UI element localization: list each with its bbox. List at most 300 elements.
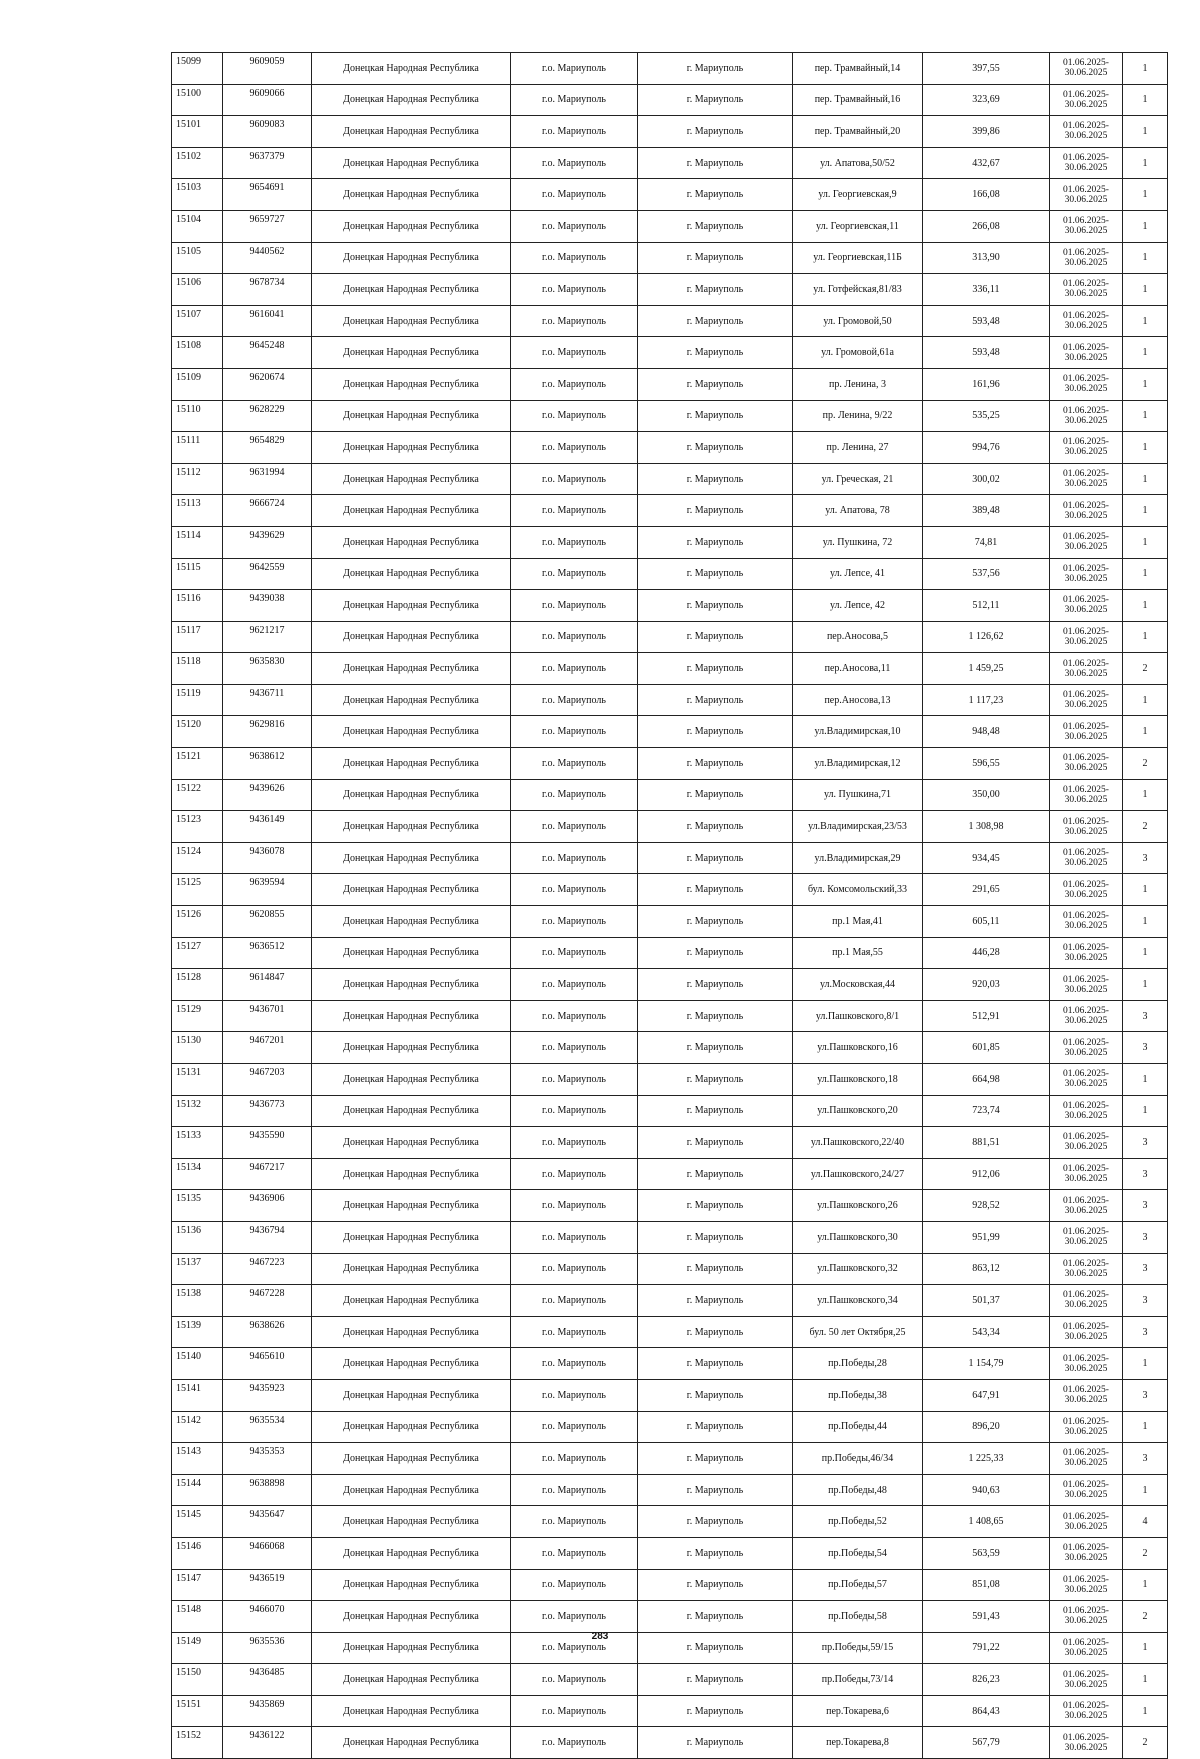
period-to: 30.06.2025 (1064, 1742, 1108, 1753)
region-cell: Донецкая Народная Республика (312, 53, 511, 85)
region-cell: Донецкая Народная Республика (312, 1569, 511, 1601)
period-cell (1050, 748, 1123, 780)
period-to: 30.06.2025 (1064, 1584, 1108, 1595)
region-cell: Донецкая Народная Республика (312, 1316, 511, 1348)
area-cell: 601,85 (923, 1032, 1050, 1064)
period-to: 30.06.2025 (1064, 921, 1108, 932)
period-to: 30.06.2025 (1064, 1142, 1108, 1153)
object-code-cell: 9435353 (223, 1443, 312, 1475)
row-number-cell: 15108 (172, 337, 223, 369)
area-cell: 940,63 (923, 1474, 1050, 1506)
period-to: 30.06.2025 (1064, 605, 1108, 616)
municipal-district-cell: г.о. Мариуполь (511, 590, 638, 622)
address-cell: ул.Пашковского,24/27 (793, 1158, 923, 1190)
table-row (172, 811, 1168, 843)
region-cell: Донецкая Народная Республика (312, 495, 511, 527)
municipal-district-cell: г.о. Мариуполь (511, 684, 638, 716)
period-to: 30.06.2025 (1064, 131, 1108, 142)
count-cell: 1 (1123, 937, 1168, 969)
area-cell: 563,59 (923, 1537, 1050, 1569)
table-row (172, 116, 1168, 148)
period-from: 01.06.2025- (1063, 1353, 1109, 1364)
city-cell: г. Мариуполь (638, 842, 793, 874)
address-cell: ул.Владимирская,29 (793, 842, 923, 874)
city-cell: г. Мариуполь (638, 1632, 793, 1664)
area-cell: 863,12 (923, 1253, 1050, 1285)
count-cell: 1 (1123, 558, 1168, 590)
registry-table-container (171, 52, 1148, 1759)
period-from: 01.06.2025- (1063, 784, 1109, 795)
area-cell: 826,23 (923, 1664, 1050, 1696)
period-cell (1050, 368, 1123, 400)
address-cell: ул. Георгиевская,11Б (793, 242, 923, 274)
period-cell (1050, 463, 1123, 495)
period-cell (1050, 1032, 1123, 1064)
municipal-district-cell: г.о. Мариуполь (511, 937, 638, 969)
count-cell: 1 (1123, 116, 1168, 148)
city-cell: г. Мариуполь (638, 653, 793, 685)
row-number-cell: 15151 (172, 1695, 223, 1727)
table-row (172, 716, 1168, 748)
region-cell: Донецкая Народная Республика (312, 748, 511, 780)
period-to: 30.06.2025 (1064, 1300, 1108, 1311)
count-cell: 1 (1123, 210, 1168, 242)
row-number-cell: 15114 (172, 526, 223, 558)
table-row (172, 274, 1168, 306)
table-row (172, 937, 1168, 969)
period-from: 01.06.2025- (1063, 279, 1109, 290)
region-cell: Донецкая Народная Республика (312, 590, 511, 622)
municipal-district-cell: г.о. Мариуполь (511, 53, 638, 85)
period-cell (1050, 684, 1123, 716)
table-row (172, 368, 1168, 400)
count-cell: 1 (1123, 1411, 1168, 1443)
period-to: 30.06.2025 (1064, 1711, 1108, 1722)
region-cell: Донецкая Народная Республика (312, 653, 511, 685)
municipal-district-cell: г.о. Мариуполь (511, 368, 638, 400)
object-code-cell: 9439629 (223, 526, 312, 558)
region-cell: Донецкая Народная Республика (312, 1695, 511, 1727)
table-row (172, 463, 1168, 495)
municipal-district-cell: г.о. Мариуполь (511, 1032, 638, 1064)
city-cell: г. Мариуполь (638, 1411, 793, 1443)
row-number-cell: 15146 (172, 1537, 223, 1569)
object-code-cell: 9635534 (223, 1411, 312, 1443)
object-code-cell: 9467201 (223, 1032, 312, 1064)
object-code-cell: 9638898 (223, 1474, 312, 1506)
count-cell: 1 (1123, 1064, 1168, 1096)
count-cell: 2 (1123, 811, 1168, 843)
period-from: 01.06.2025- (1063, 89, 1109, 100)
city-cell: г. Мариуполь (638, 1474, 793, 1506)
municipal-district-cell: г.о. Мариуполь (511, 874, 638, 906)
period-cell (1050, 621, 1123, 653)
period-to: 30.06.2025 (1064, 1490, 1108, 1501)
count-cell: 1 (1123, 179, 1168, 211)
table-row (172, 1695, 1168, 1727)
period-to: 30.06.2025 (1064, 1205, 1108, 1216)
row-number-cell: 15112 (172, 463, 223, 495)
municipal-district-cell: г.о. Мариуполь (511, 274, 638, 306)
municipal-district-cell: г.о. Мариуполь (511, 1064, 638, 1096)
area-cell: 1 154,79 (923, 1348, 1050, 1380)
period-to: 30.06.2025 (1064, 415, 1108, 426)
city-cell: г. Мариуполь (638, 874, 793, 906)
count-cell: 1 (1123, 84, 1168, 116)
city-cell: г. Мариуполь (638, 1285, 793, 1317)
address-cell: ул. Громовой,50 (793, 305, 923, 337)
region-cell: Донецкая Народная Республика (312, 305, 511, 337)
table-row (172, 526, 1168, 558)
object-code-cell: 9631994 (223, 463, 312, 495)
table-row (172, 842, 1168, 874)
count-cell: 3 (1123, 1316, 1168, 1348)
period-cell (1050, 1316, 1123, 1348)
period-from: 01.06.2025- (1063, 405, 1109, 416)
address-cell: пр. Ленина, 27 (793, 432, 923, 464)
row-number-cell: 15142 (172, 1411, 223, 1443)
address-cell: ул.Владимирская,10 (793, 716, 923, 748)
region-cell: Донецкая Народная Республика (312, 1032, 511, 1064)
city-cell: г. Мариуполь (638, 305, 793, 337)
city-cell: г. Мариуполь (638, 1379, 793, 1411)
row-number-cell: 15125 (172, 874, 223, 906)
period-from: 01.06.2025- (1063, 1701, 1109, 1712)
city-cell: г. Мариуполь (638, 432, 793, 464)
table-row (172, 1601, 1168, 1633)
area-cell: 994,76 (923, 432, 1050, 464)
city-cell: г. Мариуполь (638, 1727, 793, 1759)
count-cell: 1 (1123, 1569, 1168, 1601)
period-cell (1050, 1158, 1123, 1190)
city-cell: г. Мариуполь (638, 1601, 793, 1633)
table-row (172, 495, 1168, 527)
period-to: 30.06.2025 (1064, 1395, 1108, 1406)
period-cell (1050, 937, 1123, 969)
object-code-cell: 9436149 (223, 811, 312, 843)
period-from: 01.06.2025- (1063, 1258, 1109, 1269)
count-cell: 1 (1123, 242, 1168, 274)
municipal-district-cell: г.о. Мариуполь (511, 1664, 638, 1696)
object-code-cell: 9436794 (223, 1221, 312, 1253)
period-to: 30.06.2025 (1064, 352, 1108, 363)
count-cell: 3 (1123, 1158, 1168, 1190)
table-row (172, 969, 1168, 1001)
object-code-cell: 9628229 (223, 400, 312, 432)
city-cell: г. Мариуполь (638, 116, 793, 148)
area-cell: 432,67 (923, 147, 1050, 179)
period-from: 01.06.2025- (1063, 1543, 1109, 1554)
count-cell: 1 (1123, 969, 1168, 1001)
period-to: 30.06.2025 (1064, 68, 1108, 79)
period-to: 30.06.2025 (1064, 1363, 1108, 1374)
address-cell: пер.Аносова,11 (793, 653, 923, 685)
row-number-cell: 15132 (172, 1095, 223, 1127)
table-row (172, 210, 1168, 242)
municipal-district-cell: г.о. Мариуполь (511, 84, 638, 116)
city-cell: г. Мариуполь (638, 53, 793, 85)
count-cell: 1 (1123, 621, 1168, 653)
city-cell: г. Мариуполь (638, 748, 793, 780)
row-number-cell: 15148 (172, 1601, 223, 1633)
row-number-cell: 15145 (172, 1506, 223, 1538)
region-cell: Донецкая Народная Республика (312, 179, 511, 211)
row-number-cell: 15150 (172, 1664, 223, 1696)
table-row (172, 400, 1168, 432)
object-code-cell: 9435590 (223, 1127, 312, 1159)
area-cell: 928,52 (923, 1190, 1050, 1222)
period-from: 01.06.2025- (1063, 816, 1109, 827)
area-cell: 591,43 (923, 1601, 1050, 1633)
region-cell: Донецкая Народная Республика (312, 1506, 511, 1538)
object-code-cell: 9435923 (223, 1379, 312, 1411)
address-cell: бул. Комсомольский,33 (793, 874, 923, 906)
period-from: 01.06.2025- (1063, 879, 1109, 890)
region-cell: Донецкая Народная Республика (312, 811, 511, 843)
region-cell: Донецкая Народная Республика (312, 463, 511, 495)
period-to: 30.06.2025 (1064, 1016, 1108, 1027)
row-number-cell: 15101 (172, 116, 223, 148)
object-code-cell: 9614847 (223, 969, 312, 1001)
object-code-cell: 9435869 (223, 1695, 312, 1727)
area-cell: 501,37 (923, 1285, 1050, 1317)
period-cell (1050, 1190, 1123, 1222)
period-to: 30.06.2025 (1064, 447, 1108, 458)
period-cell (1050, 495, 1123, 527)
city-cell: г. Мариуполь (638, 590, 793, 622)
region-cell: Донецкая Народная Республика (312, 842, 511, 874)
period-from: 01.06.2025- (1063, 1480, 1109, 1491)
period-cell (1050, 147, 1123, 179)
municipal-district-cell: г.о. Мариуполь (511, 716, 638, 748)
region-cell: Донецкая Народная Республика (312, 1537, 511, 1569)
count-cell: 1 (1123, 906, 1168, 938)
count-cell: 3 (1123, 1221, 1168, 1253)
municipal-district-cell: г.о. Мариуполь (511, 1348, 638, 1380)
object-code-cell: 9436485 (223, 1664, 312, 1696)
period-from: 01.06.2025- (1063, 1385, 1109, 1396)
period-to: 30.06.2025 (1064, 668, 1108, 679)
period-from: 01.06.2025- (1063, 911, 1109, 922)
period-to: 30.06.2025 (1064, 1458, 1108, 1469)
period-from: 01.06.2025- (1063, 469, 1109, 480)
period-from: 01.06.2025- (1063, 1669, 1109, 1680)
period-from: 01.06.2025- (1063, 1511, 1109, 1522)
period-cell (1050, 1664, 1123, 1696)
object-code-cell: 9637379 (223, 147, 312, 179)
count-cell: 1 (1123, 1695, 1168, 1727)
row-number-cell: 15149 (172, 1632, 223, 1664)
row-number-cell: 15141 (172, 1379, 223, 1411)
region-cell: Донецкая Народная Республика (312, 116, 511, 148)
count-cell: 2 (1123, 748, 1168, 780)
object-code-cell: 9436519 (223, 1569, 312, 1601)
period-to: 30.06.2025 (1064, 952, 1108, 963)
city-cell: г. Мариуполь (638, 179, 793, 211)
period-from: 01.06.2025- (1063, 1227, 1109, 1238)
period-from: 01.06.2025- (1063, 721, 1109, 732)
table-row (172, 1569, 1168, 1601)
count-cell: 3 (1123, 1443, 1168, 1475)
period-from: 01.06.2025- (1063, 342, 1109, 353)
address-cell: ул.Пашковского,26 (793, 1190, 923, 1222)
object-code-cell: 9440562 (223, 242, 312, 274)
row-number-cell: 15124 (172, 842, 223, 874)
period-from: 01.06.2025- (1063, 1606, 1109, 1617)
registry-table (171, 52, 1168, 1759)
count-cell: 1 (1123, 1664, 1168, 1696)
object-code-cell: 9467223 (223, 1253, 312, 1285)
city-cell: г. Мариуполь (638, 1695, 793, 1727)
count-cell: 1 (1123, 1348, 1168, 1380)
period-to: 30.06.2025 (1064, 1616, 1108, 1627)
count-cell: 1 (1123, 1474, 1168, 1506)
city-cell: г. Мариуполь (638, 1569, 793, 1601)
period-to: 30.06.2025 (1064, 542, 1108, 553)
table-row (172, 558, 1168, 590)
region-cell: Донецкая Народная Республика (312, 242, 511, 274)
period-cell (1050, 1253, 1123, 1285)
region-cell: Донецкая Народная Республика (312, 400, 511, 432)
row-number-cell: 15123 (172, 811, 223, 843)
region-cell: Донецкая Народная Республика (312, 1285, 511, 1317)
period-cell (1050, 432, 1123, 464)
count-cell: 3 (1123, 1032, 1168, 1064)
address-cell: пр.Победы,58 (793, 1601, 923, 1633)
area-cell: 567,79 (923, 1727, 1050, 1759)
municipal-district-cell: г.о. Мариуполь (511, 463, 638, 495)
period-cell (1050, 1000, 1123, 1032)
city-cell: г. Мариуполь (638, 1095, 793, 1127)
city-cell: г. Мариуполь (638, 906, 793, 938)
table-row (172, 1506, 1168, 1538)
municipal-district-cell: г.о. Мариуполь (511, 1379, 638, 1411)
address-cell: пр.Победы,73/14 (793, 1664, 923, 1696)
period-from: 01.06.2025- (1063, 753, 1109, 764)
row-number-cell: 15117 (172, 621, 223, 653)
address-cell: ул. Готфейская,81/83 (793, 274, 923, 306)
table-body (172, 53, 1168, 1759)
table-row (172, 1032, 1168, 1064)
count-cell: 3 (1123, 1253, 1168, 1285)
municipal-district-cell: г.о. Мариуполь (511, 1474, 638, 1506)
period-cell (1050, 400, 1123, 432)
period-from: 01.06.2025- (1063, 153, 1109, 164)
municipal-district-cell: г.о. Мариуполь (511, 1316, 638, 1348)
row-number-cell: 15144 (172, 1474, 223, 1506)
row-number-cell: 15113 (172, 495, 223, 527)
city-cell: г. Мариуполь (638, 1348, 793, 1380)
row-number-cell: 15100 (172, 84, 223, 116)
period-cell (1050, 779, 1123, 811)
table-row (172, 242, 1168, 274)
address-cell: пр.1 Мая,41 (793, 906, 923, 938)
row-number-cell: 15104 (172, 210, 223, 242)
row-number-cell: 15111 (172, 432, 223, 464)
area-cell: 912,06 (923, 1158, 1050, 1190)
period-from: 01.06.2025- (1063, 1100, 1109, 1111)
period-to: 30.06.2025 (1064, 321, 1108, 332)
object-code-cell: 9467217 (223, 1158, 312, 1190)
period-from: 01.06.2025- (1063, 563, 1109, 574)
period-from: 01.06.2025- (1063, 1637, 1109, 1648)
object-code-cell: 9616041 (223, 305, 312, 337)
address-cell: ул.Владимирская,12 (793, 748, 923, 780)
area-cell: 948,48 (923, 716, 1050, 748)
table-row (172, 1158, 1168, 1190)
area-cell: 266,08 (923, 210, 1050, 242)
period-cell (1050, 1474, 1123, 1506)
count-cell: 3 (1123, 1285, 1168, 1317)
row-number-cell: 15136 (172, 1221, 223, 1253)
address-cell: ул. Апатова, 78 (793, 495, 923, 527)
period-from: 01.06.2025- (1063, 1006, 1109, 1017)
city-cell: г. Мариуполь (638, 400, 793, 432)
period-cell (1050, 305, 1123, 337)
period-cell (1050, 874, 1123, 906)
city-cell: г. Мариуполь (638, 1064, 793, 1096)
period-cell (1050, 1064, 1123, 1096)
region-cell: Донецкая Народная Республика (312, 1253, 511, 1285)
area-cell: 512,11 (923, 590, 1050, 622)
city-cell: г. Мариуполь (638, 1253, 793, 1285)
city-cell: г. Мариуполь (638, 969, 793, 1001)
period-to: 30.06.2025 (1064, 1174, 1108, 1185)
object-code-cell: 9635830 (223, 653, 312, 685)
period-to: 30.06.2025 (1064, 794, 1108, 805)
period-from: 01.06.2025- (1063, 311, 1109, 322)
period-cell (1050, 653, 1123, 685)
table-row (172, 779, 1168, 811)
municipal-district-cell: г.о. Мариуполь (511, 400, 638, 432)
region-cell: Донецкая Народная Республика (312, 274, 511, 306)
table-row (172, 1253, 1168, 1285)
count-cell: 1 (1123, 53, 1168, 85)
period-to: 30.06.2025 (1064, 384, 1108, 395)
area-cell: 647,91 (923, 1379, 1050, 1411)
period-from: 01.06.2025- (1063, 532, 1109, 543)
area-cell: 1 308,98 (923, 811, 1050, 843)
table-row (172, 1379, 1168, 1411)
object-code-cell: 9638612 (223, 748, 312, 780)
page-number: 283 (591, 1631, 609, 1642)
municipal-district-cell: г.о. Мариуполь (511, 969, 638, 1001)
region-cell: Донецкая Народная Республика (312, 1379, 511, 1411)
period-cell (1050, 811, 1123, 843)
address-cell: ул. Георгиевская,11 (793, 210, 923, 242)
object-code-cell: 9621217 (223, 621, 312, 653)
period-cell (1050, 1411, 1123, 1443)
period-to: 30.06.2025 (1064, 257, 1108, 268)
row-number-cell: 15121 (172, 748, 223, 780)
row-number-cell: 15134 (172, 1158, 223, 1190)
object-code-cell: 9659727 (223, 210, 312, 242)
address-cell: ул. Лепсе, 41 (793, 558, 923, 590)
period-cell (1050, 1127, 1123, 1159)
city-cell: г. Мариуполь (638, 1032, 793, 1064)
region-cell: Донецкая Народная Республика (312, 558, 511, 590)
row-number-cell: 15140 (172, 1348, 223, 1380)
object-code-cell: 9635536 (223, 1632, 312, 1664)
period-to: 30.06.2025 (1064, 636, 1108, 647)
address-cell: ул. Пушкина, 72 (793, 526, 923, 558)
row-number-cell: 15105 (172, 242, 223, 274)
area-cell: 535,25 (923, 400, 1050, 432)
period-cell (1050, 1506, 1123, 1538)
period-cell (1050, 906, 1123, 938)
period-from: 01.06.2025- (1063, 121, 1109, 132)
period-from: 01.06.2025- (1063, 658, 1109, 669)
